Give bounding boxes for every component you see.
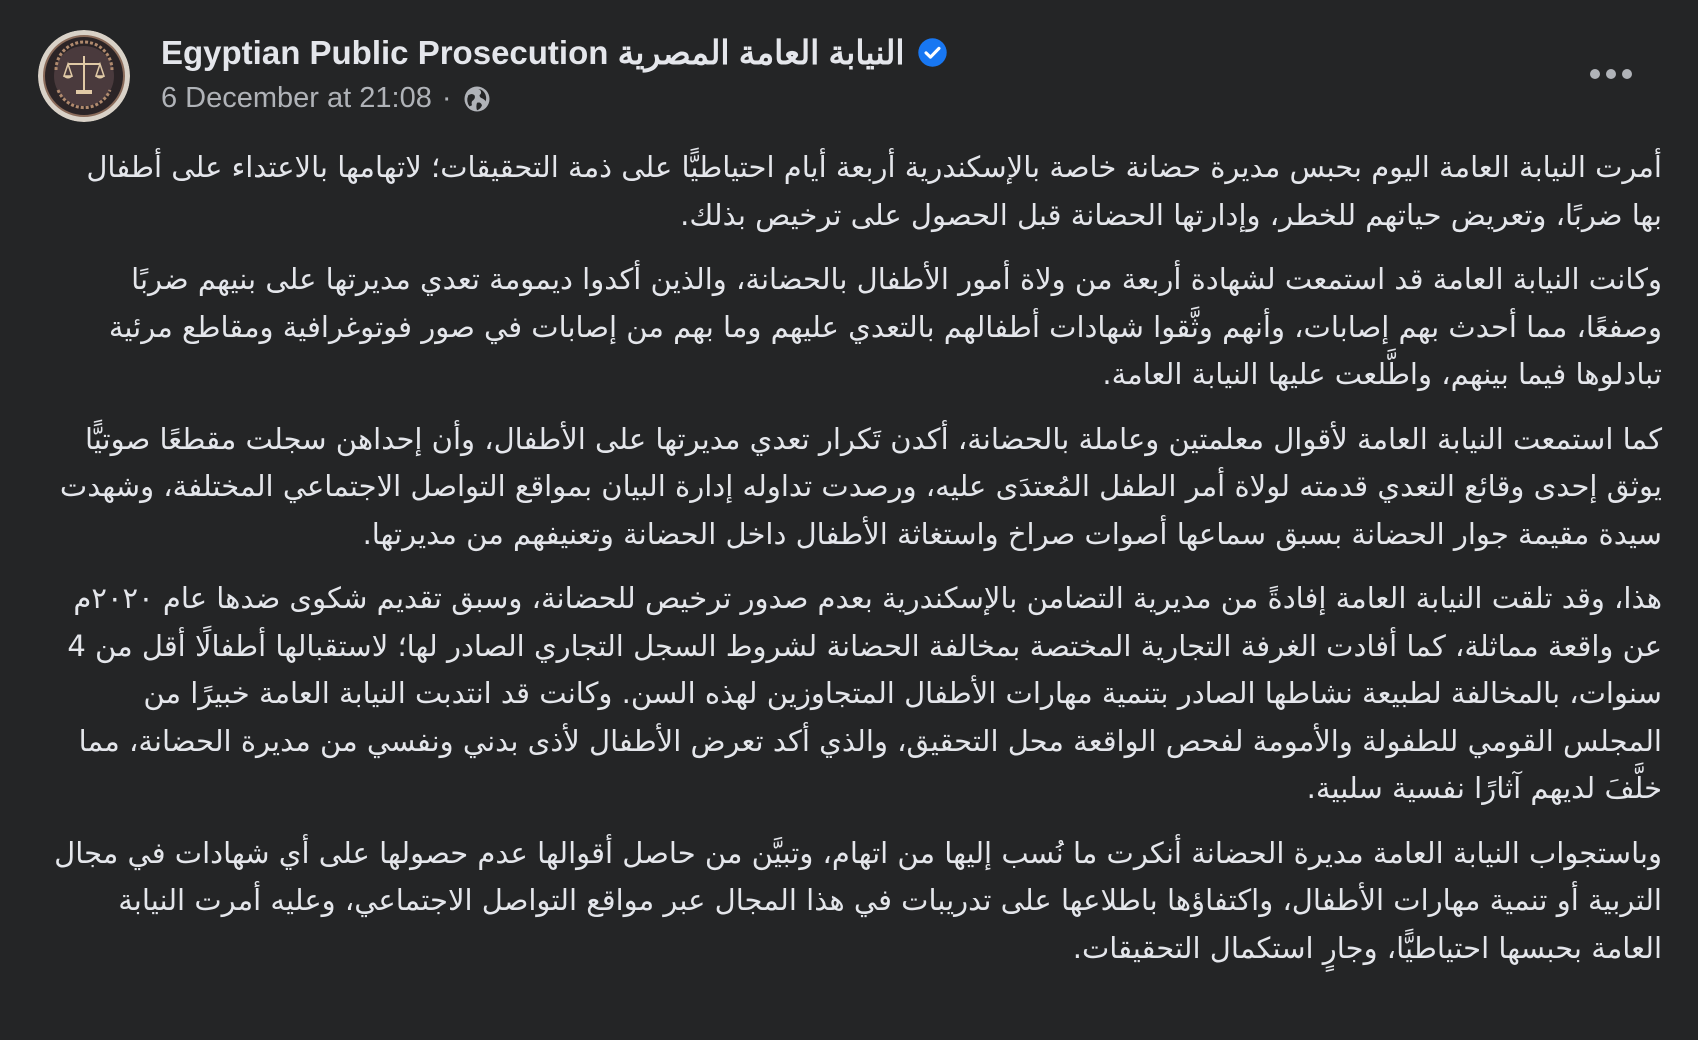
page-name-link[interactable]: Egyptian Public Prosecution النيابة العامة المصرية xyxy=(161,33,905,71)
scales-of-justice-logo xyxy=(38,30,130,122)
post-paragraph: أمرت النيابة العامة اليوم بحبس مديرة حضانة خاصة بالإسكندرية أربعة أيام احتياطيًّا على ذمة التحقيقات؛ لاتهامها بالاعتداء على أطفال بها ضربًا، وتعريض حياتهم للخطر، وإدارتها الحضانة قبل الحصول على ترخيص بذلك. xyxy=(86,150,1662,232)
post-header xyxy=(161,28,1578,115)
more-options-icon[interactable] xyxy=(1584,52,1638,96)
post-paragraph: هذا، وقد تلقت النيابة العامة إفادةً من مديرية التضامن بالإسكندرية بعدم صدور ترخيص للحضانة، وسبق تقديم شكوى ضدها عام ٢٠٢٠م عن واقعة مماثلة، كما أفادت الغرفة التجارية المختصة بمخالفة الحضانة لشروط السجل التجاري الصادر لها؛ لاستقبالها أطفالًا أقل من 4 سنوات، بالمخالفة لطبيعة نشاطها الصادر بتنمية مهارات الأطفال المتجاوزين لهذه السن. وكانت قد انتدبت النيابة العامة خبيرًا من المجلس القومي للطفولة والأمومة لفحص الواقعة محل التحقيق، والذي أكد تعرض الأطفال لأذى بدني ونفسي من مديرة الحضانة، مما خلَّفَ لديهم آثارًا نفسية سلبية. xyxy=(67,581,1662,805)
meta-separator: · xyxy=(441,82,452,114)
globe-icon[interactable] xyxy=(462,84,492,114)
dot xyxy=(1606,69,1616,79)
post-paragraph: وباستجواب النيابة العامة مديرة الحضانة أنكرت ما نُسب إليها من اتهام، وتبيَّن من حاصل أقوالها عدم حصولها على أي شهادات في مجال التربية أو تنمية مهارات الأطفال، واكتفاؤها باطلاعها على تدريبات في هذا المجال عبر مواقع التواصل الاجتماعي، وعليه أمرت النيابة العامة بحبسها احتياطيًّا، وجارٍ استكمال التحقيقات. xyxy=(54,835,1662,965)
post-paragraph: وكانت النيابة العامة قد استمعت لشهادة أربعة من ولاة أمور الأطفال بالحضانة، والذين أكدوا ديمومة تعدي مديرتها على بنيهم ضربًا وصفعًا، مما أحدث بهم إصابات، وأنهم وثَّقوا شهادات أطفالهم بالتعدي عليهم وما بهم من إصابات في صور فوتوغرافية ومقاطع مرئية تبادلوها فيما بينهم، واطَّلعت عليها النيابة العامة. xyxy=(108,262,1662,391)
verified-badge-icon xyxy=(917,37,948,68)
post-timestamp[interactable]: 6 December at 21:08 xyxy=(161,82,432,114)
author-row xyxy=(161,28,1578,76)
page-avatar[interactable] xyxy=(38,30,130,122)
post-body xyxy=(50,144,1662,989)
post-meta xyxy=(161,82,1578,115)
dot xyxy=(1622,69,1632,79)
dot xyxy=(1590,69,1600,79)
post-paragraph: كما استمعت النيابة العامة لأقوال معلمتين وعاملة بالحضانة، أكدن تَكرار تعدي مديرتها على الأطفال، وأن إحداهن سجلت مقطعًا صوتيًّا يوثق إحدى وقائع التعدي قدمته لولاة أمر الطفل المُعتدَى عليه، ورصدت تداوله إدارة البيان بمواقع التواصل الاجتماعي المختلفة، وشهدت سيدة مقيمة جوار الحضانة بسبق سماعها أصوات صراخ واستغاثة الأطفال داخل الحضانة وتعنيفهم من مديرتها. xyxy=(59,421,1662,551)
